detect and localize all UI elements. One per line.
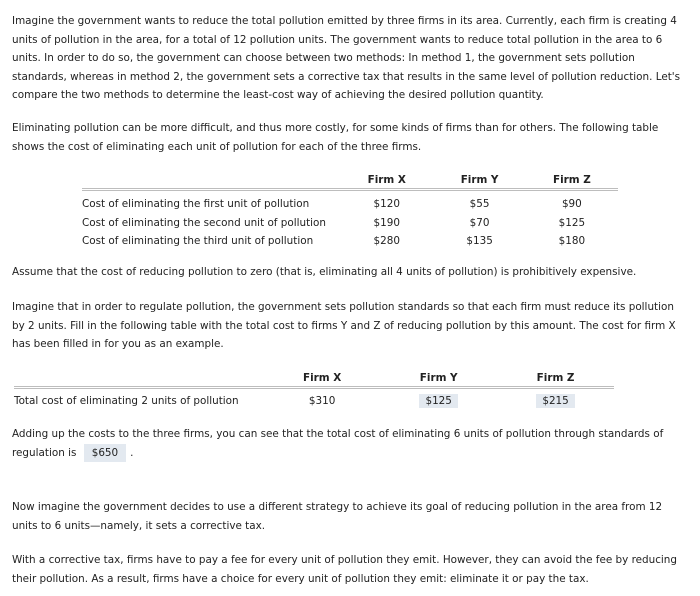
standards-paragraph: Imagine that in order to regulate pollution, the government sets pollution standards so that each firm must reduce its pollution by 2 units. Fill in the following table with the total cost to firms Y and Z of reducing pollution by this amount. The cost for firm X has been filled in for you as an example. (12, 301, 676, 350)
cost-table-header (82, 172, 618, 190)
total-standards-text: Adding up the costs to the three firms, you can see that the total cost of eliminating 6 units of pollution through standards of regulation is (12, 428, 664, 459)
row-label: Cost of eliminating the third unit of pollution (82, 235, 314, 248)
table-row (82, 232, 618, 251)
cell-firm-z: $180 (558, 235, 586, 248)
assumption-paragraph: Assume that the cost of reducing pollution to zero (that is, eliminating all 4 units of pollution) is prohibitively expensive. (12, 266, 637, 278)
row-label: Cost of eliminating the first unit of pollution (82, 198, 310, 211)
intro-paragraph: Imagine the government wants to reduce the total pollution emitted by three firms in its area. Currently, each firm is creating 4 units of pollution in the area, for a total of 12 pollution units. The government wants to reduce total pollution in the area to 6 units. In order to do so, the government can choose between two methods: In method 1, the government sets pollution standards, whereas in method 2, the government sets a corrective tax that results in the same level of pollution reduction. Let's compare the two methods to determine the least-cost way of achieving the desired pollution quantity. (12, 15, 681, 101)
corrective-tax-intro-paragraph: Now imagine the government decides to use a different strategy to achieve its goal of reducing pollution in the area from 12 units to 6 units—namely, it sets a corrective tax. (12, 501, 663, 532)
table-row (14, 388, 614, 412)
total-cost-firm-y-cell (380, 388, 497, 412)
total-cost-firm-z-cell (497, 388, 614, 412)
cell-firm-y: $55 (469, 198, 490, 211)
period-text: . (130, 446, 134, 459)
col-header-firm-x: Firm X (264, 370, 380, 388)
table-row (82, 190, 618, 214)
total-cost-firm-y-input[interactable]: $125 (419, 394, 457, 408)
cell-firm-x: $280 (373, 235, 400, 248)
cell-firm-x: $190 (373, 216, 400, 229)
total-table-header (14, 370, 614, 388)
total-standards-paragraph (12, 425, 688, 462)
col-header-firm-z: Firm Z (526, 172, 618, 190)
total-row-label: Total cost of eliminating 2 units of pollution (14, 395, 239, 407)
total-cost-table (14, 370, 614, 411)
col-header-firm-x: Firm X (340, 172, 433, 190)
cost-intro-paragraph: Eliminating pollution can be more difficult, and thus more costly, for some kinds of firms than for others. The following table shows the cost of eliminating each unit of pollution for each of the three firms. (12, 122, 659, 153)
total-cost-firm-x: $310 (308, 395, 336, 407)
total-table-corner (14, 370, 264, 388)
total-cost-firm-z-input[interactable]: $215 (536, 394, 574, 408)
cell-firm-y: $135 (466, 235, 493, 248)
col-header-firm-y: Firm Y (380, 370, 497, 388)
total-cost-standards-input[interactable]: $650 (84, 444, 126, 463)
row-label: Cost of eliminating the second unit of pollution (82, 216, 326, 229)
col-header-firm-y: Firm Y (433, 172, 525, 190)
cell-firm-x: $120 (373, 198, 400, 211)
table-row (82, 214, 618, 233)
pollution-cost-table (82, 172, 618, 251)
corrective-tax-explanation-paragraph: With a corrective tax, firms have to pay a fee for every unit of pollution they emit. However, they can avoid the fee by reducing their pollution. As a result, firms have a choice for every unit of pollution they emit: eliminate it or pay the tax. (12, 554, 677, 585)
col-header-firm-z: Firm Z (497, 370, 614, 388)
cell-firm-y: $70 (469, 216, 490, 229)
cost-table-corner (82, 172, 340, 190)
cell-firm-z: $90 (561, 198, 582, 211)
cell-firm-z: $125 (558, 216, 586, 229)
